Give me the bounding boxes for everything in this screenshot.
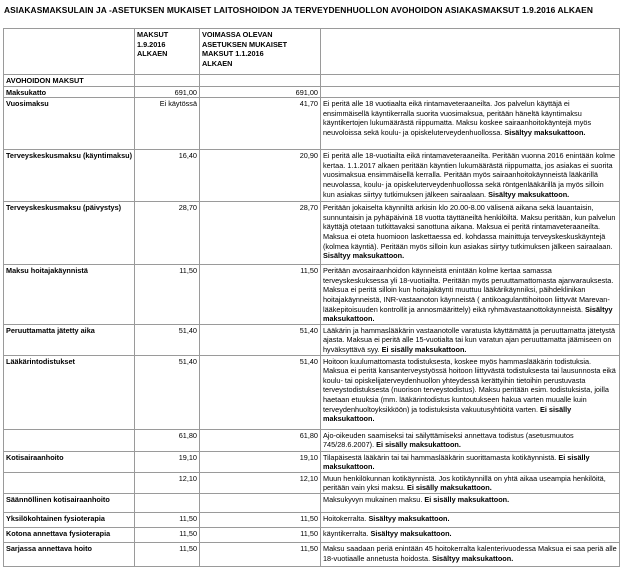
fee-new-value: 11,50 [179,528,197,538]
fee-current-cell [200,527,321,542]
description-cell [321,451,620,472]
description-cell [321,202,620,265]
fee-new-value: 61,80 [178,430,197,440]
fee-current-value: 11,50 [300,266,318,276]
table-row [4,150,620,202]
table-row [4,324,620,355]
description-text: Maksukyvyn mukainen maksu. [323,494,423,504]
fee-current-cell [200,542,321,566]
description-cell [321,75,620,87]
row-label: Peruuttamatta jätetty aika [6,325,95,335]
fee-cap-note: Sisältyy maksukattoon. [432,553,514,563]
fee-cap-note: Ei sisälly maksukattoon. [376,440,461,450]
description-cell [321,429,620,451]
fee-current-value: 51,40 [299,325,318,335]
fee-current-cell [200,429,321,451]
fee-current-cell [200,324,321,355]
table-row [4,75,620,87]
table-row [4,265,620,325]
row-label: AVOHOIDON MAKSUT [6,76,84,85]
row-label: Kotona annettava fysioterapia [6,528,111,538]
description-cell [321,493,620,512]
fee-current-value: 41,70 [299,99,318,109]
document-title: ASIAKASMAKSULAIN JA -ASETUKSEN MUKAISET LAITOSHOIDON JA TERVEYDENHUOLLON AVOHOIDON ASIAKASMAKSUT 1.9.2016 ALKAEN [4,5,593,15]
row-label-cell [4,527,135,542]
fee-current-value: 691,00 [295,87,318,97]
fee-new-cell [135,472,200,493]
table-row [4,512,620,527]
header-cell-current-fees [200,29,321,75]
description-text: Muun henkilökunnan kotikäynnistä. Jos kotikäynnillä on yhtä aikaa useampia henkilöitä, peritään vain yksi maksu. [323,473,606,493]
fee-new-cell [135,75,200,87]
fee-cap-note: Ei sisälly maksukattoon. [381,344,467,354]
fee-current-value: 11,50 [300,528,318,538]
fee-current-value: 28,70 [299,203,318,213]
fee-new-value: 51,40 [178,325,197,335]
fee-current-cell [200,202,321,265]
fee-new-cell [135,355,200,429]
fee-current-value: 61,80 [299,430,318,440]
fee-new-value: 51,40 [178,356,197,366]
description-text: Peritään jokaiselta käynniltä arkisin klo 20.00-8.00 välisenä aikana sekä lauantaisin, sunnuntaisin ja pyhäpäivinä 18 vuotta täyttäneiltä henkilöiltä. Maksu peritään, kun palvelun käyttäjä otetaan tutkittavaksi sanottuna aikana. Maksua ei peritä rintamaveteraaneilta. Maksua ei oteta huomioon laskettaessa ed. kohdassa mainittuja terveyskeskuskäyntejä (kolmea käyntiä). Peritään myös silloin kun asiakas siirtyy tutkimuksen jälkeen sairaalaan. [323,203,616,251]
table-header-row [4,29,620,75]
row-label-cell [4,265,135,325]
fee-cap-note: Sisältyy maksukattoon. [368,513,450,523]
description-text: Ajo-oikeuden saamiseksi tai säilyttämiseksi annettava todistus (asetusmuutos 745/28.6.2007). [323,430,574,450]
row-label: Vuosimaksu [6,99,49,109]
description-text: käyntikerralta. [323,528,369,538]
fee-current-cell [200,472,321,493]
fee-current-cell [200,150,321,202]
fee-new-value: 11,50 [179,543,197,553]
description-text: Maksu saadaan periä enintään 45 hoitokerralta kalenterivuodessa Maksua ei saa periä alle 18-vuotiaalle annetusta hoidosta. [323,543,617,563]
fee-current-value: 20,90 [299,151,318,161]
fee-new-cell [135,527,200,542]
row-label: Terveyskeskusmaksu (päivystys) [6,203,122,213]
description-cell [321,86,620,98]
row-label-cell [4,202,135,265]
header-new-fees-label: MAKSUT 1.9.2016 ALKAEN [137,30,169,59]
row-label: Kotisairaanhoito [6,452,64,462]
fee-new-cell [135,451,200,472]
fee-new-cell [135,98,200,150]
row-label-cell [4,429,135,451]
fee-cap-note: Ei sisälly maksukattoon. [424,494,510,504]
fee-new-cell [135,324,200,355]
fee-current-value: 12,10 [299,473,318,483]
row-label: Säännöllinen kotisairaanhoito [6,494,110,504]
table-row [4,493,620,512]
row-label-cell [4,86,135,98]
description-text: Tilapäisestä lääkärin tai tai hammaslääkärin suorittamasta kotikäynnistä. [323,452,557,462]
fee-new-value: 19,10 [178,452,197,462]
fee-table [3,28,620,567]
fee-current-cell [200,451,321,472]
row-label-cell [4,75,135,87]
fee-new-cell [135,542,200,566]
fee-new-cell [135,150,200,202]
table-row [4,98,620,150]
description-cell [321,98,620,150]
row-label: Maksu hoitajakäynnistä [6,266,88,276]
fee-current-cell [200,355,321,429]
description-cell [321,324,620,355]
description-cell [321,472,620,493]
fee-cap-note: Ei sisälly maksukattoon. [323,452,590,472]
fee-new-value: 691,00 [174,87,197,97]
row-label: Terveyskeskusmaksu (käyntimaksu) [6,151,133,161]
row-label-cell [4,493,135,512]
description-cell [321,150,620,202]
header-cell-description [321,29,620,75]
table-row [4,451,620,472]
fee-current-cell [200,98,321,150]
description-cell [321,355,620,429]
fee-cap-note: Ei sisälly maksukattoon. [323,404,572,424]
description-cell [321,265,620,325]
row-label: Maksukatto [6,87,47,97]
table-row [4,542,620,566]
fee-new-value: 12,10 [178,473,197,483]
header-cell-new-fees [135,29,200,75]
description-text: Ei peritä alle 18 vuotiaalta eikä rintamaveteraaneilta. Jos palvelun käyttäjä ei ensimmäisellä käyntikerralla suorita vuosimaksua, peritään häneltä käyntimaksu käyntikertojen lukumäärästä riippumatta. Maksu koskee sairaanhoitokäyntejä myös neuvoloissa sekä koulu- ja opiskeluterveydenhuollossa. [323,99,592,137]
row-label: Sarjassa annettava hoito [6,543,92,553]
row-label-cell [4,512,135,527]
fee-new-value: 28,70 [178,203,197,213]
row-label-cell [4,451,135,472]
fee-cap-note: Sisältyy maksukattoon. [488,189,570,199]
description-text: Peritään avosairaanhoidon käynneistä enintään kolme kertaa samassa terveyskeskuksessa yli 18-vuotiailta. Peritään myös peruuttamattomasta ajanvarauksesta. Maksua ei peritä silloin kun hoitajakäynti muuttuu lääkärikäynniksi, päihdeklinikan hoitajakäynneistä, INR-vastaanoton käynneistä ( antikoagulanttihoitoon liittyvät Marevan-lääkepitoisuuden kontrollit ja annosmäärittely) eikä ryhmävastaanottokäynneistä. [323,266,614,314]
table-row [4,472,620,493]
row-label: Yksilökohtainen fysioterapia [6,513,105,523]
header-current-fees-label: VOIMASSA OLEVAN ASETUKSEN MUKAISET MAKSUT 1.1.2016 ALKAEN [202,30,288,68]
fee-new-cell [135,86,200,98]
fee-cap-note: Sisältyy maksukattoon. [504,127,586,137]
fee-current-value: 11,50 [300,543,318,553]
fee-current-cell [200,75,321,87]
row-label: Lääkärintodistukset [6,356,75,366]
description-cell [321,512,620,527]
table-row [4,527,620,542]
fee-current-cell [200,512,321,527]
fee-current-cell [200,86,321,98]
fee-current-cell [200,493,321,512]
fee-new-cell [135,512,200,527]
table-row [4,86,620,98]
description-cell [321,542,620,566]
description-text: Lääkärin ja hammaslääkärin vastaanotolle varatusta käyttämättä ja peruuttamatta jätetystä ajasta. Maksua ei peritä alle 15-vuotialta tai kun varatun ajan peruuttamatta jäämiseen on hyväksyttävä syy. [323,325,616,354]
fee-new-cell [135,202,200,265]
fee-current-value: 11,50 [300,513,318,523]
table-row [4,355,620,429]
fee-new-value: 16,40 [178,151,197,161]
fee-cap-note: Sisältyy maksukattoon. [323,304,613,324]
fee-current-value: 19,10 [299,452,318,462]
description-cell [321,527,620,542]
row-label-cell [4,542,135,566]
table-row [4,202,620,265]
table-row [4,429,620,451]
fee-new-value: 11,50 [179,513,197,523]
header-cell-empty [4,29,135,75]
description-text: Ei peritä alle 18-vuotiailta eikä rintamaveteraaneilta. Peritään vuonna 2016 enintään kolme kertaa. 1.1.2017 alkaen peritään käyntien lukumäärästä riippumatta, jos asiakas ei suorita vuosimaksua ensimmäisellä kerralla. Peritään myös sairaanhoitokäynneistä lääkärillä neuvolassa, koulu- ja opiskeluterveydenhuollossa sekä röntgenlääkärillä ja myös silloin kun asiakas siirtyy tutkimuksen jälkeen sairaalaan. [323,151,616,199]
row-label-cell [4,472,135,493]
fee-new-value: Ei käytössä [159,99,197,109]
fee-new-cell [135,493,200,512]
row-label-cell [4,150,135,202]
fee-cap-note: Sisältyy maksukattoon. [323,251,405,261]
description-text: Hoitoon kuulumattomasta todistuksesta, koskee myös hammaslääkärin todistuksia. Maksua ei peritä kansanterveystyössä hoitoon liittyvästä todistuksesta tai lausunnosta eikä koulu- tai opiskelijaterveydenhuollon yhteydessä kerättyihin tietoihin perustuvasta terveystodistuksesta (nuorison terveystodistus). Maksu peritään esim. todistuksista, joilla haetaan etuuksia (mm. lääkärintodistus kuntoutukseen hakua varten muualle kuin terveydenhuoltoyksikköön) ja todistuksista vakuutusyhtiöitä varten. [323,356,616,414]
fee-new-value: 11,50 [179,266,197,276]
description-text: Hoitokerralta. [323,513,367,523]
fee-cap-note: Ei sisälly maksukattoon. [406,483,492,493]
fee-new-cell [135,265,200,325]
fee-current-cell [200,265,321,325]
row-label-cell [4,324,135,355]
fee-new-cell [135,429,200,451]
fee-cap-note: Sisältyy maksukattoon. [370,528,452,538]
fee-current-value: 51,40 [299,356,318,366]
row-label-cell [4,355,135,429]
row-label-cell [4,98,135,150]
